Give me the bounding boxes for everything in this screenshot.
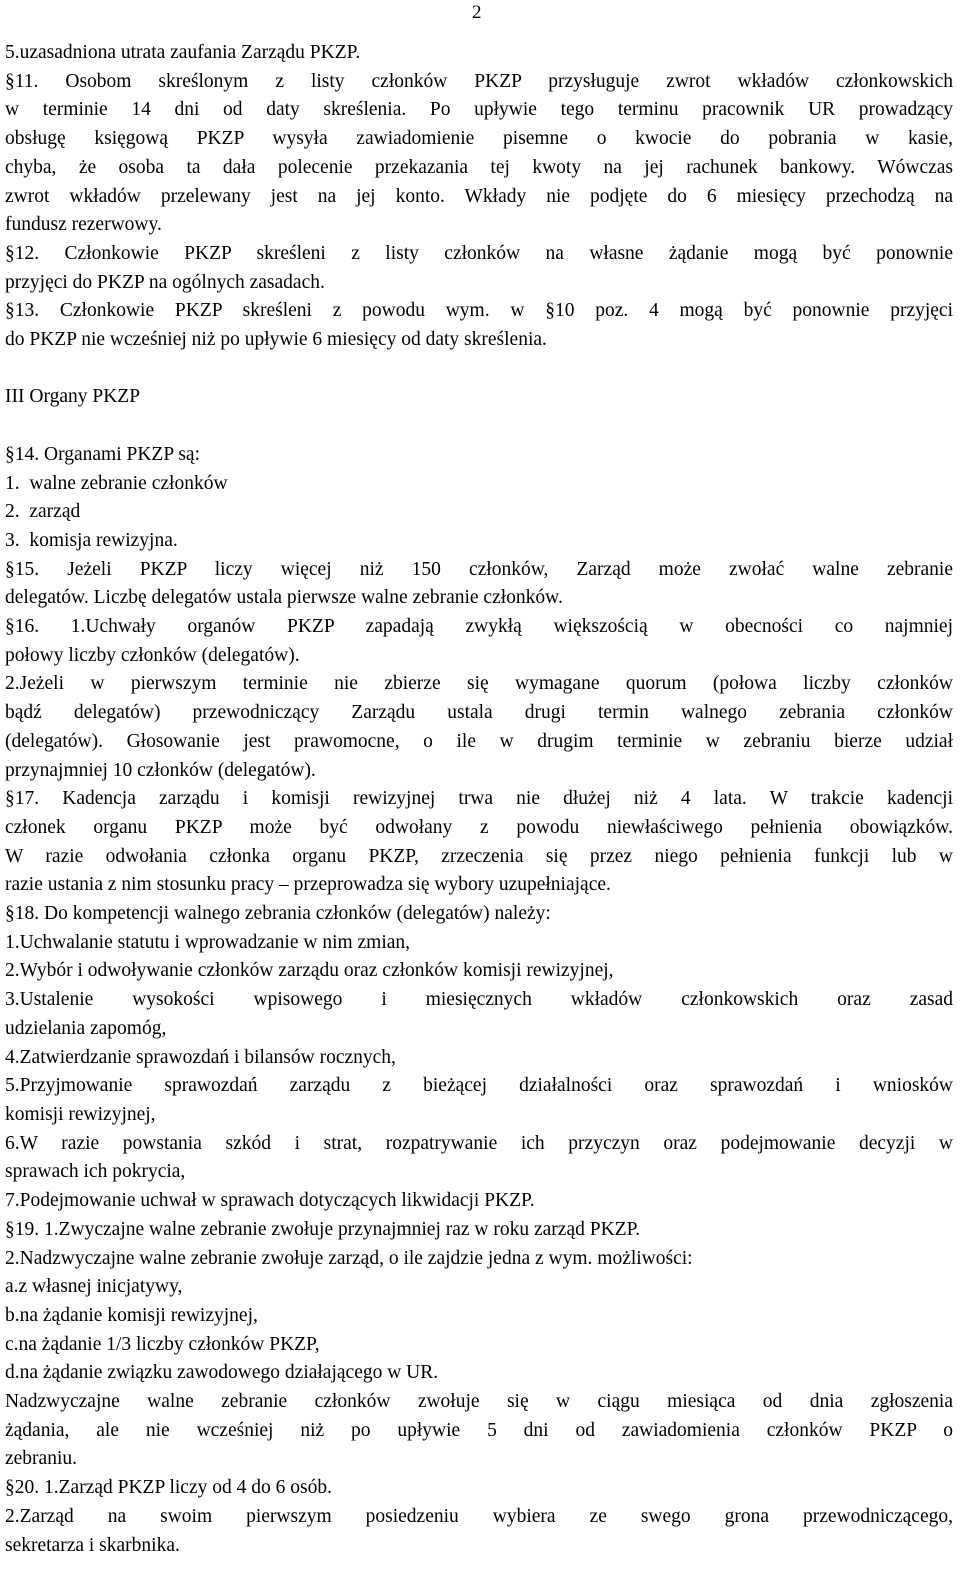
list-item: 3. komisja rewizyjna.: [5, 529, 178, 551]
text-line: przyjęci do PKZP na ogólnych zasadach.: [5, 271, 325, 293]
list-item: c.na żądanie 1/3 liczby członków PKZP,: [5, 1333, 320, 1355]
list-item: 2.Wybór i odwoływanie członków zarządu oraz członków komisji rewizyjnej,: [5, 960, 614, 982]
text-line: do PKZP nie wcześniej niż po upływie 6 miesięcy od daty skreślenia.: [5, 329, 547, 351]
text-line: przynajmniej 10 członków (delegatów).: [5, 759, 316, 781]
text-line: §11. Osobom skreślonym z listy członków PKZP przysługuje zwrot wkładów członkowskich: [5, 70, 953, 92]
text-line: udzielania zapomóg,: [5, 1017, 167, 1039]
text-line: sekretarza i skarbnika.: [5, 1534, 180, 1556]
text-line: obsługę księgową PKZP wysyła zawiadomienie pisemne o kwocie do pobrania w kasie,: [5, 128, 953, 150]
list-item: 7.Podejmowanie uchwał w sprawach dotyczących likwidacji PKZP.: [5, 1190, 535, 1212]
list-item: a.z własnej inicjatywy,: [5, 1276, 183, 1298]
text-line: W razie odwołania członka organu PKZP, zrzeczenia się przez niego pełnienia funkcji lub w: [5, 845, 953, 867]
list-item: 5.Przyjmowanie sprawozdań zarządu z bieżącej działalności oraz sprawozdań i wniosków: [5, 1075, 953, 1097]
list-item: 1.Uchwalanie statutu i wprowadzanie w nim zmian,: [5, 931, 411, 953]
list-item: 6.W razie powstania szkód i strat, rozpatrywanie ich przyczyn oraz podejmowanie decyzji w: [5, 1132, 953, 1154]
text-line: chyba, że osoba ta dała polecenie przekazania tej kwoty na jej rachunek bankowy. Wówczas: [5, 156, 953, 178]
text-line: komisji rewizyjnej,: [5, 1103, 156, 1125]
document-body: [5, 39, 953, 1560]
text-line: (delegatów). Głosowanie jest prawomocne, o ile w drugim terminie w zebraniu bierze udział: [5, 730, 953, 752]
text-line: 2.Jeżeli w pierwszym terminie nie zbierze się wymagane quorum (połowa liczby członków: [5, 673, 953, 695]
text-line: §16. 1.Uchwały organów PKZP zapadają zwykłą większością w obecności co najmniej: [5, 616, 953, 638]
text-line: bądź delegatów) przewodniczący Zarządu ustala drugi termin walnego zebrania członków: [5, 702, 953, 724]
text-line: razie ustania z nim stosunku pracy – przeprowadza się wybory uzupełniające.: [5, 874, 611, 896]
page-number: 2: [472, 2, 482, 23]
text-line: fundusz rezerwowy.: [5, 214, 162, 236]
text-line: §18. Do kompetencji walnego zebrania członków (delegatów) należy:: [5, 903, 551, 925]
list-item: 2. zarząd: [5, 501, 81, 523]
list-item: 1. walne zebranie członków: [5, 472, 228, 494]
text-line: delegatów. Liczbę delegatów ustala pierwsze walne zebranie członków.: [5, 587, 563, 609]
text-line: zebraniu.: [5, 1448, 78, 1470]
blank-line: [5, 412, 953, 441]
text-line: 2.Nadzwyczajne walne zebranie zwołuje zarząd, o ile zajdzie jedna z wym. możliwości:: [5, 1247, 693, 1269]
text-line: §13. Członkowie PKZP skreśleni z powodu wym. w §10 poz. 4 mogą być ponownie przyjęci: [5, 300, 953, 322]
blank-line: [5, 355, 953, 384]
list-item: d.na żądanie związku zawodowego działającego w UR.: [5, 1362, 439, 1384]
text-line: połowy liczby członków (delegatów).: [5, 644, 300, 666]
text-line: §20. 1.Zarząd PKZP liczy od 4 do 6 osób.: [5, 1477, 332, 1499]
text-line: §19. 1.Zwyczajne walne zebranie zwołuje przynajmniej raz w roku zarząd PKZP.: [5, 1218, 641, 1240]
text-line: §14. Organami PKZP są:: [5, 443, 200, 465]
text-line: żądania, ale nie wcześniej niż po upływie 5 dni od zawiadomienia członków PKZP o: [5, 1419, 953, 1441]
list-item: 3.Ustalenie wysokości wpisowego i miesięcznych wkładów członkowskich oraz zasad: [5, 989, 953, 1011]
text-line: §17. Kadencja zarządu i komisji rewizyjnej trwa nie dłużej niż 4 lata. W trakcie kadencji: [5, 788, 953, 810]
text-line: Nadzwyczajne walne zebranie członków zwołuje się w ciągu miesiąca od dnia zgłoszenia: [5, 1391, 953, 1413]
text-line: 5.uzasadniona utrata zaufania Zarządu PKZP.: [5, 42, 361, 63]
text-line: członek organu PKZP może być odwołany z powodu niewłaściwego pełnienia obowiązków.: [5, 816, 953, 838]
text-line: §15. Jeżeli PKZP liczy więcej niż 150 członków, Zarząd może zwołać walne zebranie: [5, 558, 953, 580]
text-line: sprawach ich pokrycia,: [5, 1161, 186, 1183]
list-item: 4.Zatwierdzanie sprawozdań i bilansów rocznych,: [5, 1046, 396, 1068]
text-line: w terminie 14 dni od daty skreślenia. Po upływie tego terminu pracownik UR prowadzący: [5, 99, 953, 121]
section-heading: III Organy PKZP: [5, 386, 141, 408]
text-line: zwrot wkładów przelewany jest na jej konto. Wkłady nie podjęte do 6 miesięcy przechodzą na: [5, 185, 953, 207]
list-item: b.na żądanie komisji rewizyjnej,: [5, 1304, 258, 1326]
text-line: 2.Zarząd na swoim pierwszym posiedzeniu wybiera ze swego grona przewodniczącego,: [5, 1505, 953, 1527]
text-line: §12. Członkowie PKZP skreśleni z listy członków na własne żądanie mogą być ponownie: [5, 242, 953, 264]
